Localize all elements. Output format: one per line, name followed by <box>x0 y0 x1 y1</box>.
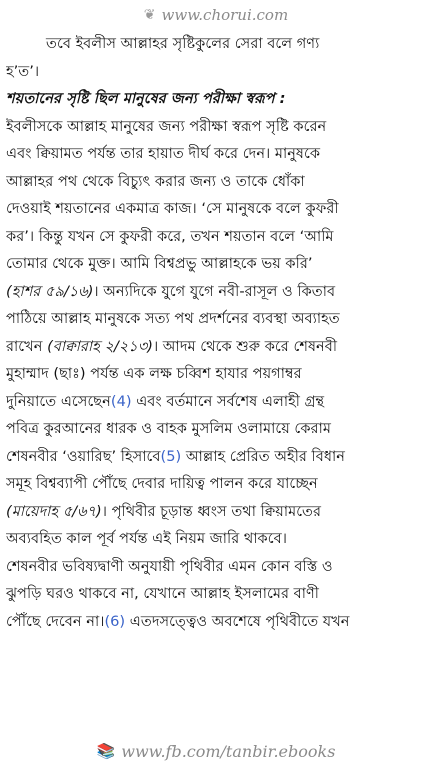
text-line: হ’ত’। <box>6 62 40 80</box>
text-line: আল্লাহর পথ থেকে বিচ্যুৎ করার জন্য ও তাকে ধোঁকা <box>6 172 305 190</box>
text-line <box>6 278 426 306</box>
text-line: তবে ইবলীস আল্লাহর সৃষ্টিকুলের সেরা বলে গণ্য <box>46 35 320 52</box>
footnote-link-5[interactable]: (5) <box>160 447 182 465</box>
text-span: দুনিয়াতে এসেছেন <box>6 392 111 410</box>
text-line: ইবলীসকে আল্লাহ মানুষের জন্য পরীক্ষা স্বরূপ সৃষ্টি করেন <box>6 117 327 135</box>
page-footer <box>0 738 432 764</box>
text-line: শেষনবীর ভবিষ্যদ্বাণী অনুযায়ী পৃথিবীর এমন কোন বস্তি ও <box>6 557 333 575</box>
text-span: । পৃথিবীর চূড়ান্ত ধ্বংস তথা ক্বিয়ামতের <box>101 502 322 520</box>
footer-url[interactable]: www.fb.com/tanbir.ebooks <box>121 741 336 761</box>
text-span: আল্লাহ প্রেরিত অহীর বিধান <box>181 447 345 465</box>
text-line: মুহাম্মাদ (ছাঃ) পর্যন্ত এক লক্ষ চব্বিশ হাযার পয়গাম্বর <box>6 365 302 382</box>
section-heading: শয়তানের সৃষ্টি ছিল মানুষের জন্য পরীক্ষা স্বরূপ : <box>6 90 286 107</box>
verse-reference: (মায়েদাহ ৫/৬৭) <box>6 502 102 520</box>
text-line: পবিত্র কুরআনের ধারক ও বাহক মুসলিম ওলামায়ে কেরাম <box>6 420 331 437</box>
page-content <box>6 30 426 735</box>
text-line: সমূহ বিশ্বব্যাপী পৌঁছে দেবার দায়িত্ব পালন করে যাচ্ছেন <box>6 475 318 492</box>
verse-reference: (হাশর ৫৯/১৬) <box>6 282 94 300</box>
text-span: । অন্যদিকে যুগে যুগে নবী-রাসূল ও কিতাব <box>93 282 336 300</box>
books-icon: 📚 <box>96 742 116 760</box>
text-span: এতদসত্ত্বেও অবশেষে পৃথিবীতে যখন <box>125 612 350 630</box>
text-line: পাঠিয়ে আল্লাহ মানুষকে সত্য পথ প্রদর্শনের ব্যবস্থা অব্যাহত <box>6 310 340 327</box>
footnote-link-4[interactable]: (4) <box>110 392 132 410</box>
text-line: অব্যবহিত কাল পূর্ব পর্যন্ত এই নিয়ম জারি থাকবে। <box>6 530 287 547</box>
text-line: দেওয়াই শয়তানের একমাত্র কাজ। ‘সে মানুষকে বলে কুফরী <box>6 200 339 217</box>
text-line <box>6 608 426 636</box>
header-url[interactable]: www.chorui.com <box>161 6 289 24</box>
text-span: রাখেন <box>6 337 48 355</box>
text-line: ঝুপড়ি ঘরও থাকবে না, যেখানে আল্লাহ ইসলামের বাণী <box>6 585 319 602</box>
text-span: এবং বর্তমানে সর্বশেষ এলাহী গ্রন্থ <box>131 392 325 410</box>
text-line <box>6 498 426 526</box>
text-line: কর’। কিন্তু যখন সে কুফরী করে, তখন শয়তান বলে ‘আমি <box>6 227 334 245</box>
text-line <box>6 333 426 361</box>
footnote-link-6[interactable]: (6) <box>104 612 126 630</box>
text-line <box>6 443 426 471</box>
text-span: শেষনবীর ‘ওয়ারিছ’ হিসাবে <box>6 447 161 465</box>
text-span: । আদম থেকে শুরু করে শেষনবী <box>152 337 338 355</box>
text-span: পৌঁছে দেবেন না। <box>6 612 105 630</box>
text-line: তোমার থেকে মুক্ত। আমি বিশ্বপ্রভু আল্লাহকে ভয় করি’ <box>6 255 313 272</box>
verse-reference: (বাক্বারাহ ২/২১৩) <box>47 337 153 355</box>
text-line <box>6 388 426 416</box>
page-header <box>0 4 432 26</box>
text-line: এবং ক্বিয়ামত পর্যন্ত তার হায়াত দীর্ঘ করে দেন। মানুষকে <box>6 145 321 162</box>
leaf-icon: ❦ <box>143 7 156 23</box>
